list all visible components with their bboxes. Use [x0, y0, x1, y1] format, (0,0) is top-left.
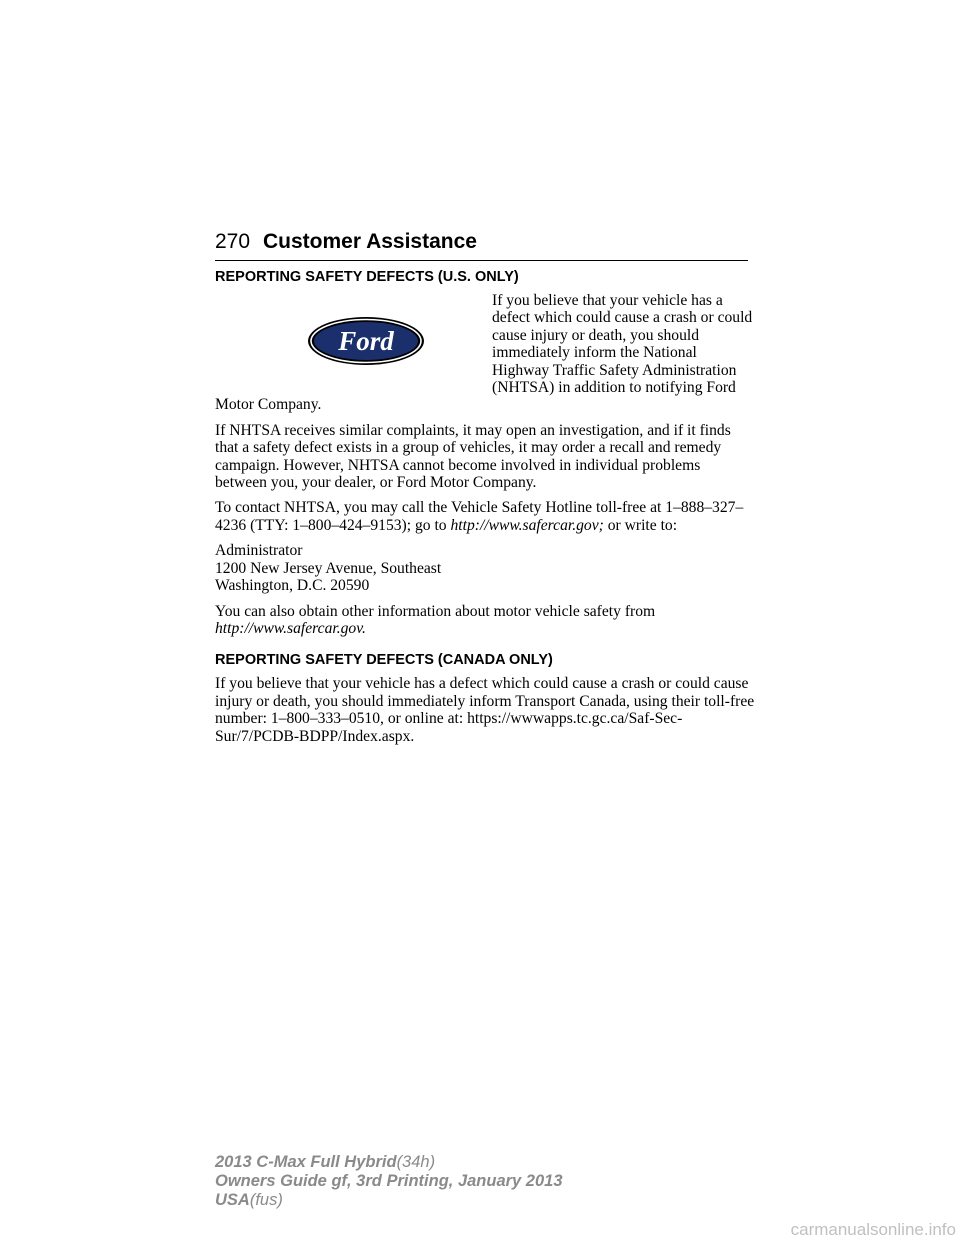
us-para-4	[215, 603, 755, 638]
page-content	[215, 268, 755, 753]
canada-section-heading: REPORTING SAFETY DEFECTS (CANADA ONLY)	[215, 652, 553, 669]
canada-para: If you believe that your vehicle has a defect which could cause a crash or could cause injury or death, you should immediately inform Transport Canada, using their toll-free number: 1–800–333–0510, or online at: https://wwwapps.tc.gc.ca/Saf-Sec-Sur/7/PCDB-BDPP/Index.aspx.	[215, 675, 755, 745]
page-footer	[215, 1153, 563, 1210]
ford-logo-container	[215, 292, 492, 396]
footer-model-code: (34h)	[396, 1153, 436, 1171]
us-para-3-end: or write to:	[603, 516, 678, 534]
us-para-1: If you believe that your vehicle has a defect which could cause a crash or could cause injury or death, you should immediately inform the National Highway Traffic Safety Administration (NHTSA) in addition to notifying Ford Motor Company.	[215, 292, 753, 414]
footer-region-code: (fus)	[249, 1191, 283, 1209]
us-para-3-start: To contact NHTSA, you may call the Vehicle Safety Hotline toll-free at 1–888–327–4236 (TTY: 1–800–424–9153); go to	[215, 499, 744, 534]
footer-region: USA	[215, 1191, 250, 1209]
address-line-1: Administrator	[215, 542, 303, 560]
address-line-2: 1200 New Jersey Avenue, Southeast	[215, 559, 442, 577]
watermark: carmanualsonline.info	[790, 1220, 956, 1239]
page-number: 270	[215, 230, 251, 253]
footer-line-3	[215, 1191, 563, 1210]
us-section-heading: REPORTING SAFETY DEFECTS (U.S. ONLY)	[215, 269, 519, 285]
footer-line-2: Owners Guide gf, 3rd Printing, January 2013	[215, 1172, 563, 1190]
safercar-link-2[interactable]: http://www.safercar.gov.	[215, 619, 366, 637]
us-para-2: If NHTSA receives similar complaints, it may open an investigation, and if it finds that a safety defect exists in a group of vehicles, it may order a recall and remedy campaign. However, NHTSA cannot become involved in individual problems between you, your dealer, or Ford Motor Company.	[215, 421, 731, 492]
safercar-link[interactable]: http://www.safercar.gov;	[450, 516, 604, 534]
ford-logo-text: Ford	[338, 326, 394, 356]
nhtsa-address	[215, 542, 755, 594]
section-title: Customer Assistance	[263, 230, 477, 253]
ford-logo-icon	[307, 316, 425, 366]
footer-line-1	[215, 1153, 563, 1172]
page-header	[215, 230, 748, 261]
address-line-3: Washington, D.C. 20590	[215, 577, 370, 595]
footer-model: 2013 C-Max Full Hybrid	[215, 1153, 397, 1171]
us-para-3	[215, 499, 755, 534]
us-para-4-start: You can also obtain other information about motor vehicle safety from	[215, 602, 656, 620]
